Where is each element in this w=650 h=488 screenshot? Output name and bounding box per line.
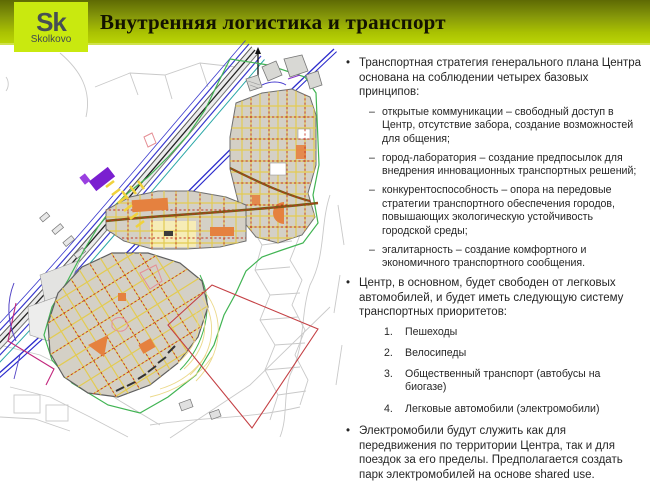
dash-marker: – (369, 184, 375, 197)
list-item (346, 424, 644, 482)
dash-marker: – (369, 243, 375, 256)
list-item (369, 184, 644, 239)
number-marker: 2. (384, 347, 393, 360)
list-item-text: Электромобили будут служить как для передвижения по территории Центра, так и для поездок за его пределы. Предполагается создать парк электромобилей на основе shared use. (359, 424, 623, 481)
bullet-marker: • (346, 57, 351, 69)
list-item-text: конкурентоспособность – опора на передовые стратегии транспортного обеспечения городов, повышающих экологическую устойчивость городской среды; (382, 184, 615, 238)
list-item (384, 403, 644, 416)
list-item (346, 276, 644, 320)
list-item (369, 152, 644, 179)
site-plan-map (0, 45, 345, 439)
logo-monogram: Sk (36, 6, 66, 37)
list-item-text: открытые коммуникации – свободный доступ в Центр, отсутствие забора, создание возможностей для общения; (382, 105, 634, 146)
page-title: Внутренняя логистика и транспорт (100, 10, 446, 34)
list-item-text: Общественный транспорт (автобусы на биогазе) (405, 368, 601, 394)
bullet-marker: • (346, 424, 351, 437)
dash-marker: – (369, 151, 375, 164)
list-item-text: Велосипеды (405, 347, 467, 360)
list-item-text: эгалитарность – создание комфортного и экономичного транспортного сообщения. (382, 243, 587, 270)
number-marker: 4. (384, 402, 393, 415)
transit-station-marker (79, 160, 115, 194)
list-item (384, 368, 644, 394)
number-marker: 1. (384, 325, 393, 338)
list-item (369, 106, 644, 147)
list-item (369, 244, 644, 271)
south-outlying-buildings (179, 399, 221, 419)
list-item (384, 347, 644, 360)
list-item (346, 56, 644, 100)
list-item-text: Центр, в основном, будет свободен от легковых автомобилей, и будет иметь следующую систему транспортных приоритетов: (359, 277, 624, 319)
list-item-text: город-лаборатория – создание предпосылок для внедрения инновационных транспортных решений; (382, 151, 637, 178)
dash-marker: – (369, 105, 375, 118)
skolkovo-logo (14, 2, 88, 52)
number-marker: 3. (384, 368, 393, 381)
list-item-text: Легковые автомобили (электромобили) (405, 402, 600, 415)
list-item-text: Пешеходы (405, 325, 458, 338)
slide-body-text (346, 56, 644, 488)
logo-wordmark: Skolkovo (30, 33, 72, 45)
bullet-marker: • (346, 277, 351, 289)
list-item (384, 326, 644, 339)
list-item-text: Транспортная стратегия генерального плана Центра основана на соблюдении четырех базовых принципов: (359, 57, 642, 99)
